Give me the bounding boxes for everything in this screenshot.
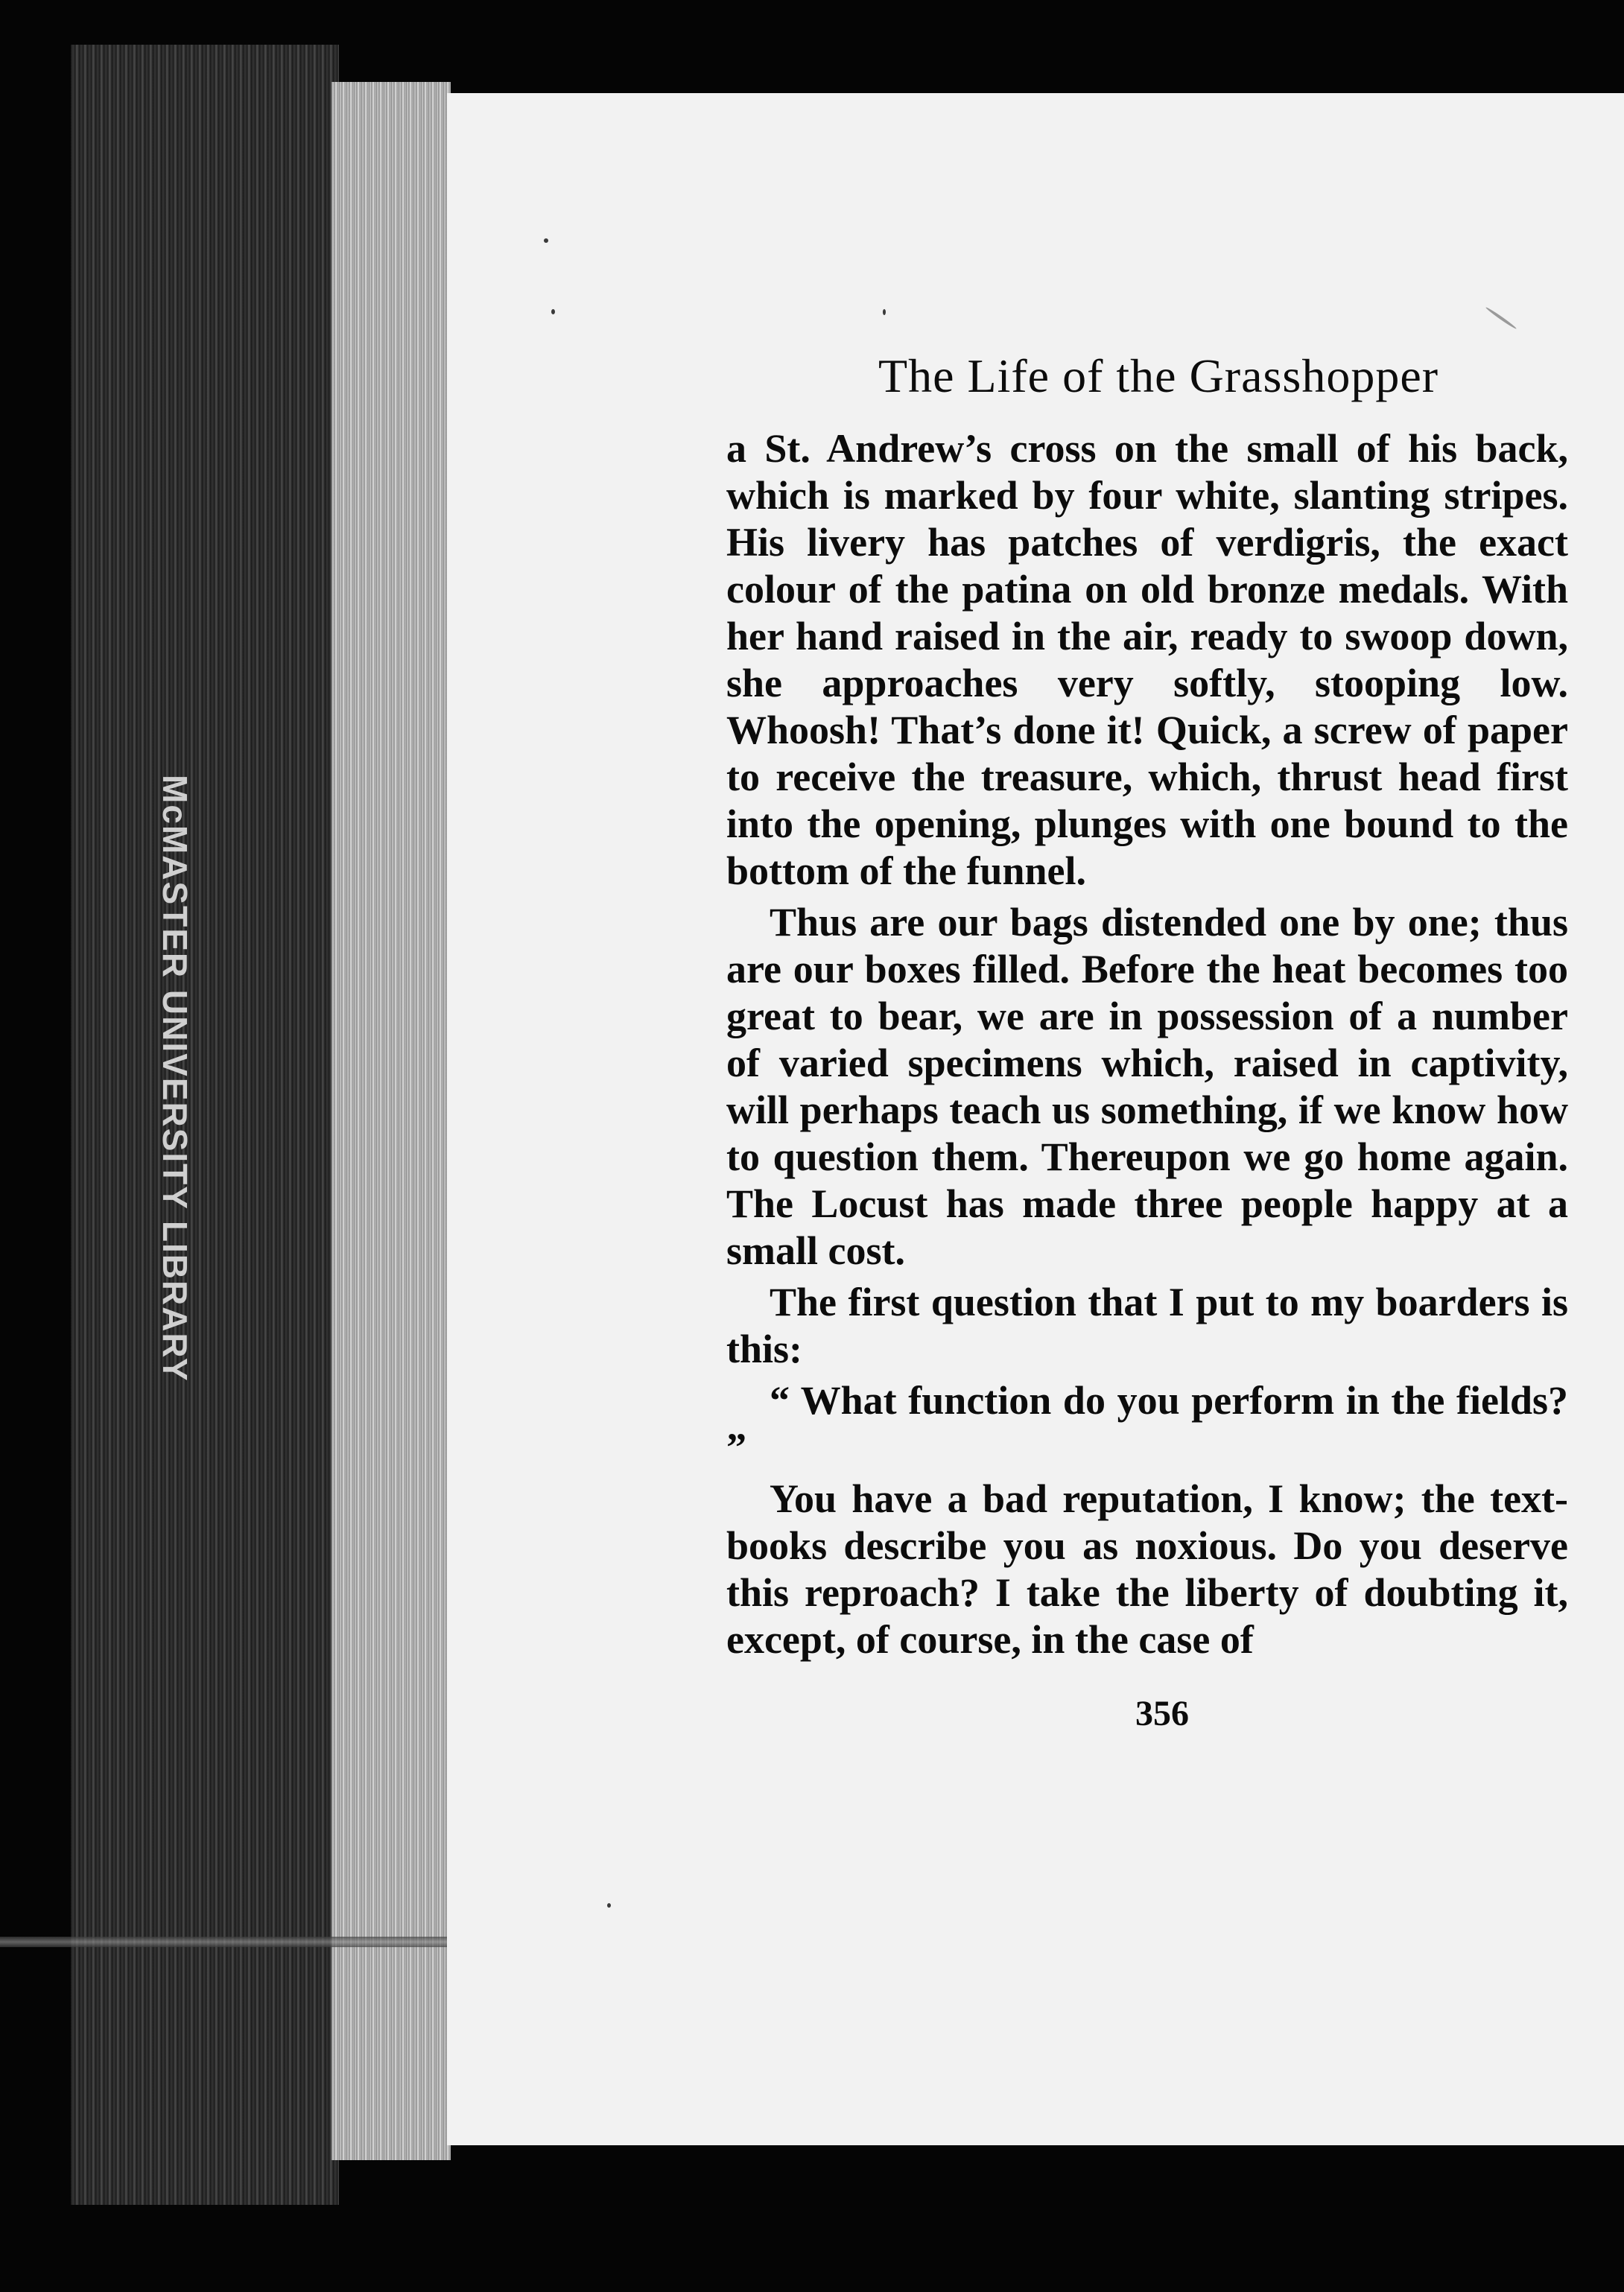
paragraph: You have a bad reputation, I know; the text-books describe you as noxious. Do you deserve this reproach? I take the liberty of doubting it, except, of course, in the case of	[726, 1476, 1568, 1662]
paragraph: “ What function do you perform in the fields? ”	[726, 1378, 1568, 1470]
paragraph: The first question that I put to my boarders is this:	[726, 1280, 1568, 1371]
dust-speck	[544, 238, 548, 243]
paragraph: Thus are our bags distended one by one; thus are our boxes filled. Before the heat becomes too great to bear, we are in possession of a number of varied specimens which, raised in captivity, will perhaps teach us something, if we know how to question them. Thereupon we go home again. The Locust has made three people happy at a small cost.	[726, 900, 1568, 1273]
dust-speck	[883, 309, 886, 315]
library-stamp: McMASTER UNIVERSITY LIBRARY	[156, 775, 194, 1382]
scan-artifact-line	[0, 1937, 462, 1947]
running-head: The Life of the Grasshopper	[878, 349, 1439, 402]
dust-speck	[1485, 306, 1517, 330]
text-column	[726, 349, 1568, 1733]
dust-speck	[607, 1903, 611, 1908]
paragraph: a St. Andrew’s cross on the small of his back, which is marked by four white, slanting stripes. His livery has patches of verdigris, the exact colour of the patina on old bronze medals. With her hand raised in the air, ready to swoop down, she approaches very softly, stooping low. Whoosh! That’s done it! Quick, a screw of paper to receive the treasure, which, thrust head first into the opening, plunges with one bound to the bottom of the funnel.	[726, 426, 1568, 893]
book-page	[447, 93, 1624, 2145]
page-edges-light	[332, 82, 451, 2160]
dust-speck	[551, 309, 555, 314]
page-edges-dark	[71, 45, 339, 2205]
page-number: 356	[1135, 1694, 1189, 1733]
